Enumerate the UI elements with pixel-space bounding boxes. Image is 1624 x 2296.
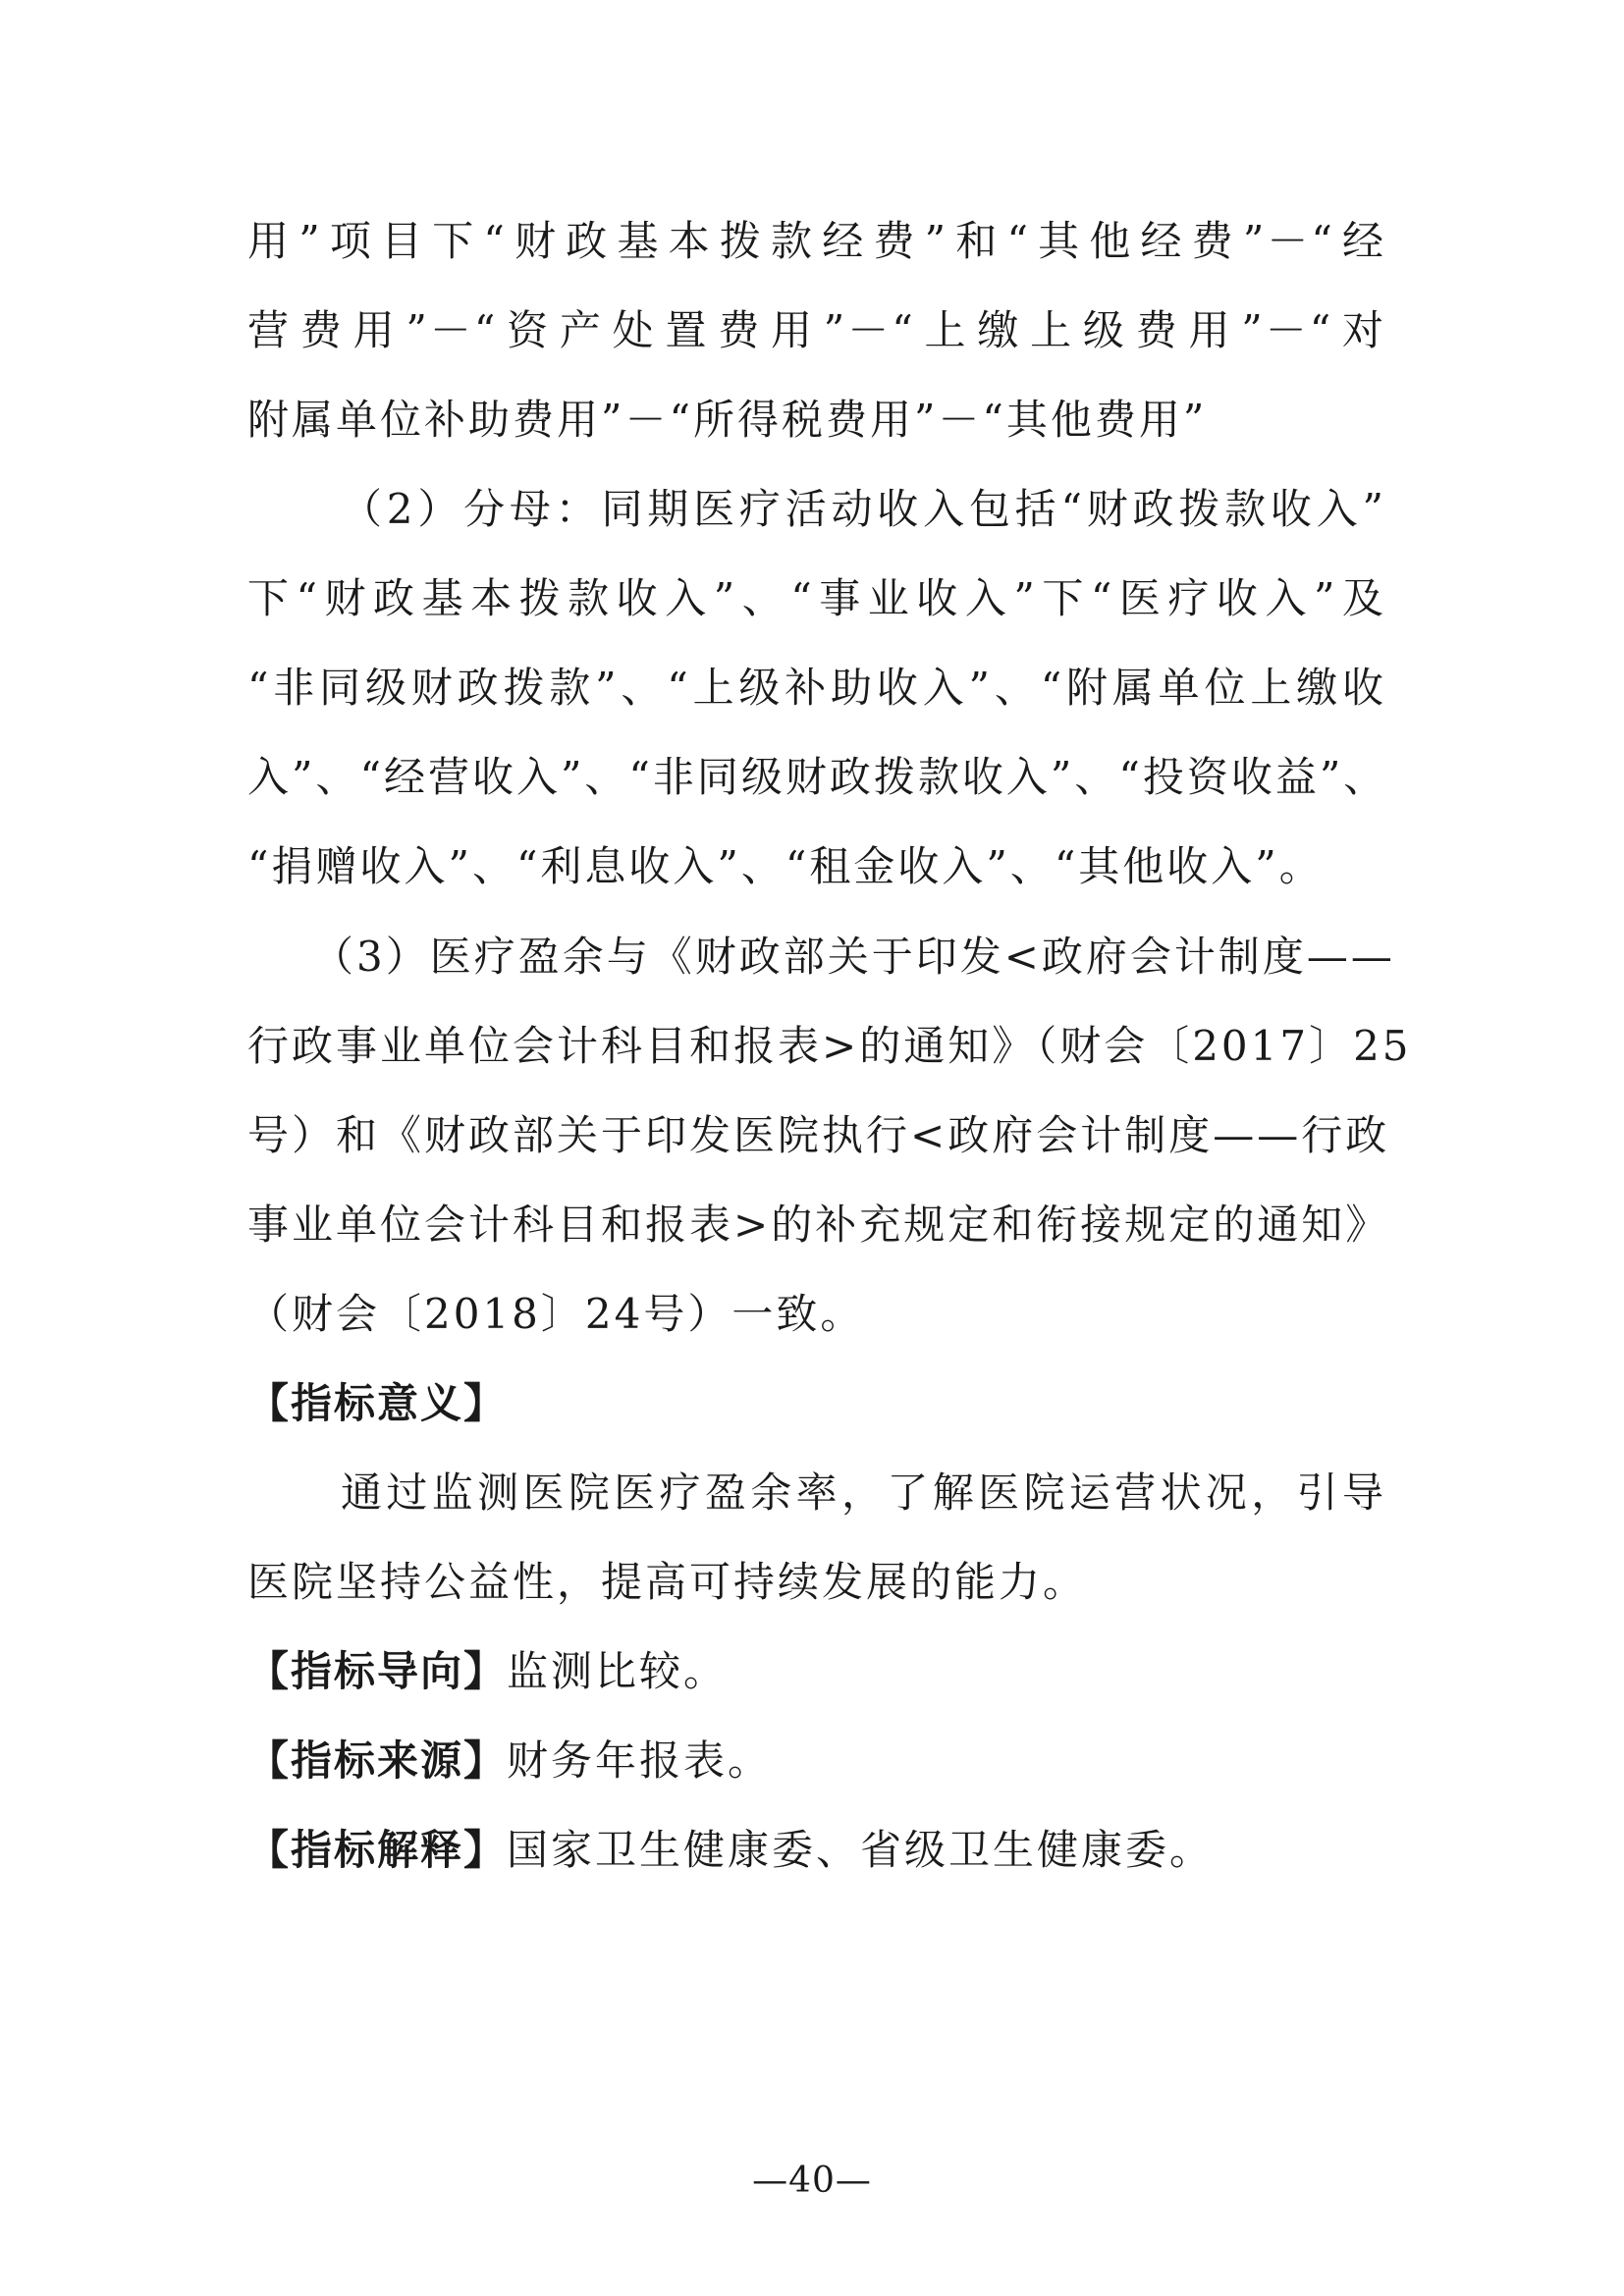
expense-line-3: 附属单位补助费用”－“所得税费用”－“其他费用”: [247, 396, 1208, 444]
interpretation-heading: 【指标解释】: [247, 1826, 508, 1874]
consistency-line-2: 行政事业单位会计科目和报表>的通知》（财会〔2017〕25: [247, 1022, 1412, 1070]
expense-line-2: 营费用”－“资产处置费用”－“上缴上级费用”－“对: [247, 306, 1386, 354]
source-text: 财务年报表。: [507, 1736, 773, 1785]
significance-line-1: 通过监测医院医疗盈余率，了解医院运营状况，引导: [341, 1468, 1386, 1517]
interpretation-row: [247, 1823, 1386, 1878]
direction-heading: 【指标导向】: [247, 1647, 508, 1695]
denominator-line-5: “捐赠收入”、“利息收入”、“租金收入”、“其他收入”。: [247, 842, 1324, 890]
direction-text: 监测比较。: [507, 1647, 729, 1695]
consistency-line-4: 事业单位会计科目和报表>的补充规定和衔接规定的通知》: [247, 1201, 1390, 1249]
consistency-line-5: （财会〔2018〕24号）一致。: [247, 1290, 865, 1338]
page-number: —40—: [752, 2161, 872, 2201]
significance-heading: 【指标意义】: [247, 1379, 508, 1427]
denominator-line-3: “非同级财政拨款”、“上级补助收入”、“附属单位上缴收: [247, 664, 1386, 712]
denominator-line-1: （2）分母：同期医疗活动收入包括“财政拨款收入”: [341, 485, 1386, 533]
significance-line-2: 医院坚持公益性，提高可持续发展的能力。: [247, 1558, 1088, 1606]
consistency-line-3: 号）和《财政部关于印发医院执行<政府会计制度——行政: [247, 1111, 1390, 1159]
source-row: [247, 1734, 1386, 1789]
denominator-line-4: 入”、“经营收入”、“非同级财政拨款收入”、“投资收益”、: [247, 753, 1388, 801]
consistency-line-1: （3）医疗盈余与《财政部关于印发<政府会计制度——: [312, 933, 1395, 981]
expense-line-1: 用”项目下“财政基本拨款经费”和“其他经费”－“经: [247, 217, 1386, 265]
interpretation-text: 国家卫生健康委、省级卫生健康委。: [507, 1826, 1215, 1874]
denominator-line-2: 下“财政基本拨款收入”、“事业收入”下“医疗收入”及: [247, 574, 1386, 622]
source-heading: 【指标来源】: [247, 1736, 508, 1785]
direction-row: [247, 1644, 1386, 1699]
